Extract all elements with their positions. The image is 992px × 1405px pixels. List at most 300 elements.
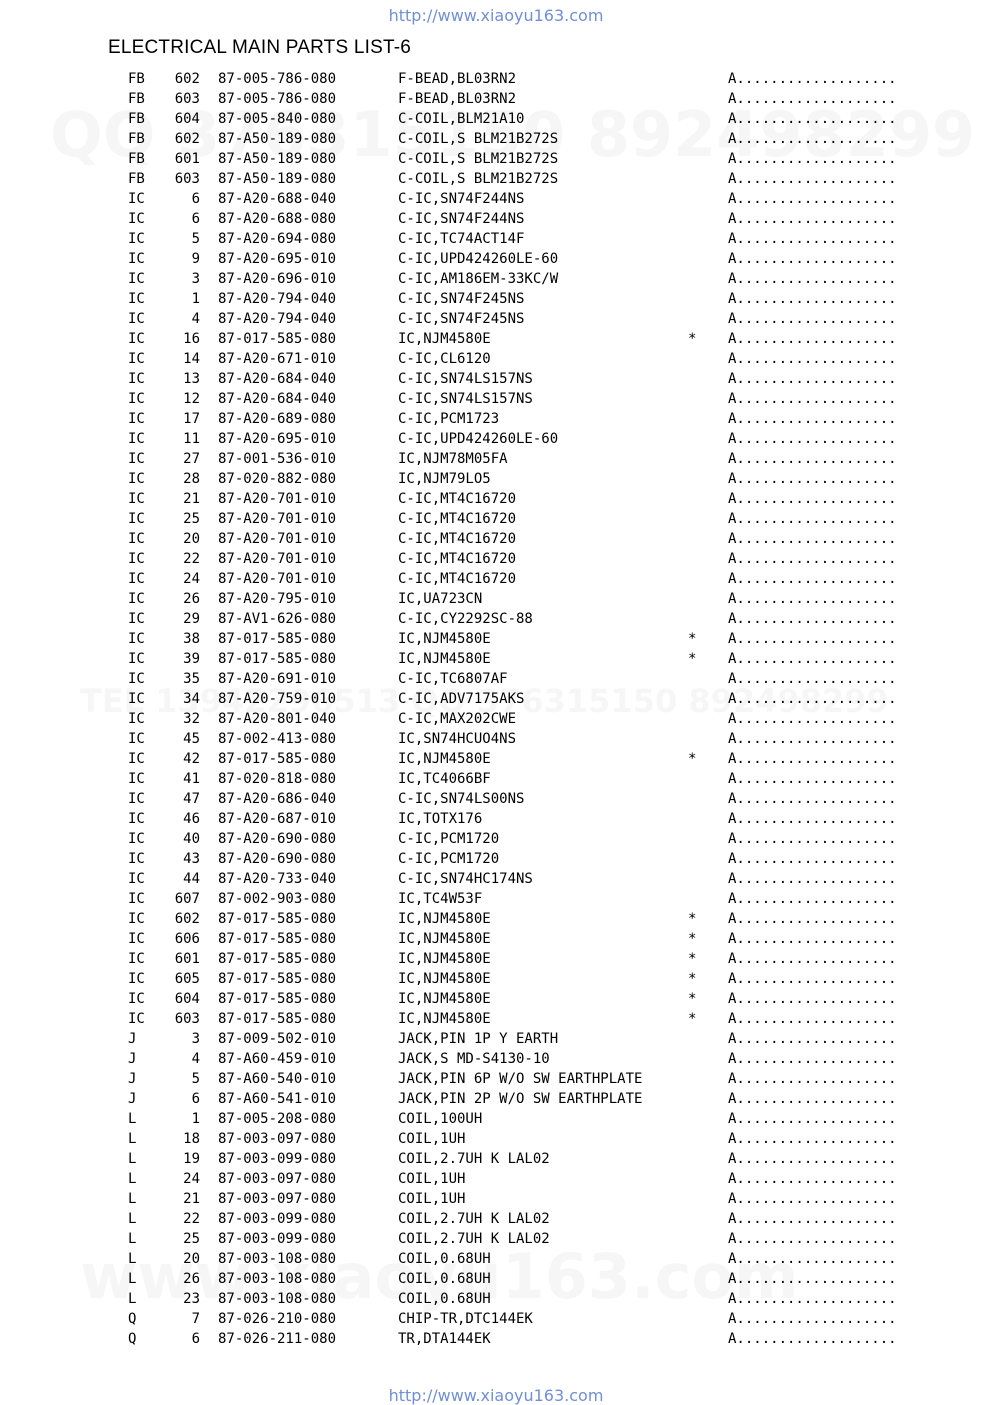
part-mark: * [688,631,697,647]
table-row [0,669,992,689]
part-number: 6 [191,1331,200,1347]
table-row [0,889,992,909]
table-row [0,589,992,609]
part-code: 87-017-585-080 [218,331,337,347]
part-ref: L [128,1131,137,1147]
part-number: 44 [183,871,200,887]
part-mark: * [688,651,697,667]
part-description: COIL,1UH [398,1171,466,1187]
part-ref: IC [128,211,145,227]
part-ref: J [128,1071,137,1087]
part-status: A................... [728,1271,897,1287]
part-description: IC,NJM4580E [398,751,491,767]
part-description: C-IC,PCM1720 [398,851,500,867]
table-row [0,389,992,409]
part-number: 603 [174,171,200,187]
part-code: 87-A20-694-080 [218,231,337,247]
part-description: IC,NJM4580E [398,951,491,967]
part-description: C-IC,MT4C16720 [398,531,517,547]
part-status: A................... [728,411,897,427]
part-description: F-BEAD,BL03RN2 [398,91,517,107]
part-number: 3 [191,1031,200,1047]
footer-url-link[interactable]: http://www.xiaoyu163.com [388,1386,604,1405]
part-status: A................... [728,371,897,387]
part-description: C-IC,SN74HC174NS [398,871,533,887]
part-code: 87-A20-733-040 [218,871,337,887]
part-mark: * [688,331,697,347]
part-description: C-IC,MT4C16720 [398,551,517,567]
part-number: 13 [183,371,200,387]
table-row [0,209,992,229]
part-status: A................... [728,211,897,227]
part-status: A................... [728,571,897,587]
part-status: A................... [728,1291,897,1307]
part-code: 87-A20-671-010 [218,351,337,367]
part-status: A................... [728,931,897,947]
part-ref: IC [128,711,145,727]
table-row [0,1169,992,1189]
part-description: C-IC,PCM1723 [398,411,500,427]
part-ref: IC [128,371,145,387]
table-row [0,1069,992,1089]
part-number: 603 [174,91,200,107]
part-description: COIL,2.7UH K LAL02 [398,1211,550,1227]
part-number: 602 [174,71,200,87]
table-row [0,109,992,129]
part-description: C-IC,SN74LS00NS [398,791,525,807]
part-number: 5 [191,231,200,247]
part-number: 1 [191,291,200,307]
part-description: C-IC,MT4C16720 [398,491,517,507]
part-number: 11 [183,431,200,447]
part-description: COIL,2.7UH K LAL02 [398,1231,550,1247]
part-code: 87-003-099-080 [218,1211,337,1227]
part-status: A................... [728,271,897,287]
table-row [0,1029,992,1049]
part-description: C-IC,AM186EM-33KC/W [398,271,559,287]
part-number: 24 [183,571,200,587]
table-row [0,869,992,889]
part-number: 22 [183,551,200,567]
part-status: A................... [728,291,897,307]
part-code: 87-A20-794-040 [218,311,337,327]
table-row [0,1009,992,1029]
part-number: 22 [183,1211,200,1227]
part-description: C-IC,SN74F244NS [398,191,525,207]
part-number: 5 [191,1071,200,1087]
part-code: 87-A20-701-010 [218,491,337,507]
part-status: A................... [728,1111,897,1127]
part-code: 87-020-818-080 [218,771,337,787]
part-description: COIL,1UH [398,1191,466,1207]
part-status: A................... [728,151,897,167]
part-ref: IC [128,671,145,687]
part-number: 24 [183,1171,200,1187]
part-code: 87-A20-701-010 [218,571,337,587]
part-ref: L [128,1111,137,1127]
part-description: IC,NJM79LO5 [398,471,491,487]
part-ref: J [128,1091,137,1107]
part-code: 87-A20-688-080 [218,211,337,227]
part-description: IC,TC4066BF [398,771,491,787]
part-number: 45 [183,731,200,747]
part-ref: Q [128,1331,137,1347]
table-row [0,729,992,749]
part-ref: IC [128,251,145,267]
part-number: 23 [183,1291,200,1307]
part-code: 87-A50-189-080 [218,131,337,147]
part-status: A................... [728,771,897,787]
part-code: 87-003-097-080 [218,1131,337,1147]
part-code: 87-017-585-080 [218,911,337,927]
part-ref: J [128,1031,137,1047]
part-code: 87-017-585-080 [218,631,337,647]
part-code: 87-017-585-080 [218,751,337,767]
part-code: 87-A20-684-040 [218,371,337,387]
part-ref: IC [128,631,145,647]
part-ref: IC [128,931,145,947]
table-row [0,189,992,209]
part-description: IC,NJM4580E [398,991,491,1007]
part-ref: FB [128,111,145,127]
part-status: A................... [728,531,897,547]
part-status: A................... [728,1031,897,1047]
part-description: IC,TC4W53F [398,891,483,907]
part-ref: FB [128,131,145,147]
part-number: 20 [183,1251,200,1267]
part-code: 87-A50-189-080 [218,151,337,167]
part-ref: IC [128,531,145,547]
part-description: C-IC,CY2292SC-88 [398,611,533,627]
part-status: A................... [728,1011,897,1027]
part-description: IC,NJM4580E [398,911,491,927]
part-status: A................... [728,1071,897,1087]
part-status: A................... [728,811,897,827]
table-row [0,689,992,709]
table-row [0,229,992,249]
table-row [0,929,992,949]
part-status: A................... [728,651,897,667]
part-mark: * [688,751,697,767]
part-number: 28 [183,471,200,487]
part-description: IC,NJM4580E [398,651,491,667]
part-number: 25 [183,1231,200,1247]
part-description: C-IC,SN74LS157NS [398,391,533,407]
table-row [0,509,992,529]
part-code: 87-A20-801-040 [218,711,337,727]
part-ref: L [128,1291,137,1307]
table-row [0,369,992,389]
part-code: 87-017-585-080 [218,651,337,667]
part-number: 14 [183,351,200,367]
part-status: A................... [728,1051,897,1067]
part-number: 35 [183,671,200,687]
part-ref: IC [128,731,145,747]
part-ref: L [128,1171,137,1187]
part-ref: IC [128,311,145,327]
part-ref: FB [128,171,145,187]
part-number: 602 [174,911,200,927]
part-code: 87-A20-795-010 [218,591,337,607]
part-number: 6 [191,1091,200,1107]
table-row [0,1109,992,1129]
part-code: 87-A20-691-010 [218,671,337,687]
part-description: JACK,PIN 1P Y EARTH [398,1031,559,1047]
part-status: A................... [728,191,897,207]
part-number: 9 [191,251,200,267]
part-description: C-IC,PCM1720 [398,831,500,847]
part-status: A................... [728,471,897,487]
part-code: 87-A20-794-040 [218,291,337,307]
table-row [0,349,992,369]
part-description: C-IC,UPD424260LE-60 [398,431,559,447]
part-ref: IC [128,471,145,487]
part-code: 87-A20-686-040 [218,791,337,807]
part-mark: * [688,931,697,947]
part-description: IC,NJM4580E [398,1011,491,1027]
part-code: 87-A20-688-040 [218,191,337,207]
table-row [0,709,992,729]
part-ref: FB [128,91,145,107]
part-ref: FB [128,151,145,167]
part-description: COIL,100UH [398,1111,483,1127]
part-ref: L [128,1271,137,1287]
part-number: 604 [174,991,200,1007]
table-row [0,1269,992,1289]
part-code: 87-017-585-080 [218,951,337,967]
part-description: COIL,2.7UH K LAL02 [398,1151,550,1167]
part-code: 87-A20-696-010 [218,271,337,287]
header-url-link[interactable]: http://www.xiaoyu163.com [388,6,604,25]
part-number: 605 [174,971,200,987]
table-row [0,629,992,649]
part-mark: * [688,911,697,927]
part-description: IC,NJM78M05FA [398,451,508,467]
part-ref: IC [128,891,145,907]
part-description: C-COIL,S BLM21B272S [398,131,559,147]
part-code: 87-A20-759-010 [218,691,337,707]
part-ref: L [128,1211,137,1227]
part-code: 87-A20-701-010 [218,531,337,547]
part-ref: IC [128,651,145,667]
part-status: A................... [728,171,897,187]
part-description: C-IC,CL6120 [398,351,491,367]
part-code: 87-017-585-080 [218,931,337,947]
part-code: 87-017-585-080 [218,1011,337,1027]
table-row [0,829,992,849]
part-status: A................... [728,631,897,647]
table-row [0,1049,992,1069]
part-ref: IC [128,791,145,807]
part-code: 87-A20-695-010 [218,251,337,267]
table-row [0,329,992,349]
part-number: 604 [174,111,200,127]
part-description: C-IC,SN74F245NS [398,291,525,307]
table-row [0,1129,992,1149]
table-row [0,1149,992,1169]
part-number: 4 [191,1051,200,1067]
part-code: 87-002-903-080 [218,891,337,907]
part-ref: L [128,1191,137,1207]
part-code: 87-A20-690-080 [218,831,337,847]
part-code: 87-017-585-080 [218,991,337,1007]
part-description: IC,TOTX176 [398,811,483,827]
part-description: C-IC,SN74F244NS [398,211,525,227]
part-description: C-IC,ADV7175AKS [398,691,525,707]
part-status: A................... [728,1091,897,1107]
part-code: 87-A60-541-010 [218,1091,337,1107]
part-status: A................... [728,131,897,147]
part-status: A................... [728,711,897,727]
part-code: 87-003-097-080 [218,1191,337,1207]
table-row [0,309,992,329]
part-code: 87-A20-689-080 [218,411,337,427]
table-row [0,89,992,109]
table-row [0,1309,992,1329]
part-number: 47 [183,791,200,807]
part-code: 87-002-413-080 [218,731,337,747]
part-mark: * [688,991,697,1007]
part-description: C-COIL,S BLM21B272S [398,151,559,167]
part-status: A................... [728,891,897,907]
part-status: A................... [728,231,897,247]
part-status: A................... [728,351,897,367]
table-row [0,169,992,189]
part-ref: IC [128,571,145,587]
part-ref: IC [128,451,145,467]
table-row [0,409,992,429]
part-code: 87-003-108-080 [218,1291,337,1307]
part-status: A................... [728,851,897,867]
part-status: A................... [728,1171,897,1187]
part-description: COIL,0.68UH [398,1251,491,1267]
part-number: 43 [183,851,200,867]
part-status: A................... [728,251,897,267]
part-status: A................... [728,311,897,327]
part-number: 603 [174,1011,200,1027]
part-status: A................... [728,751,897,767]
part-ref: IC [128,771,145,787]
parts-list [0,69,992,1349]
part-status: A................... [728,591,897,607]
part-number: 29 [183,611,200,627]
table-row [0,1249,992,1269]
part-number: 601 [174,151,200,167]
part-description: COIL,0.68UH [398,1291,491,1307]
part-ref: Q [128,1311,137,1327]
part-number: 606 [174,931,200,947]
part-number: 40 [183,831,200,847]
part-description: C-COIL,S BLM21B272S [398,171,559,187]
part-ref: IC [128,391,145,407]
part-ref: IC [128,351,145,367]
part-number: 607 [174,891,200,907]
part-mark: * [688,951,697,967]
table-row [0,769,992,789]
part-description: JACK,PIN 6P W/O SW EARTHPLATE [398,1071,643,1087]
page-title: ELECTRICAL MAIN PARTS LIST-6 [108,37,411,58]
part-code: 87-005-786-080 [218,91,337,107]
table-row [0,269,992,289]
part-description: JACK,PIN 2P W/O SW EARTHPLATE [398,1091,643,1107]
part-description: C-COIL,BLM21A10 [398,111,525,127]
part-ref: IC [128,751,145,767]
part-description: COIL,0.68UH [398,1271,491,1287]
part-code: 87-003-099-080 [218,1151,337,1167]
part-number: 6 [191,211,200,227]
table-row [0,129,992,149]
part-ref: IC [128,691,145,707]
part-ref: L [128,1151,137,1167]
part-status: A................... [728,1251,897,1267]
part-ref: IC [128,831,145,847]
table-row [0,1209,992,1229]
part-number: 46 [183,811,200,827]
table-row [0,549,992,569]
part-number: 19 [183,1151,200,1167]
part-status: A................... [728,991,897,1007]
part-number: 41 [183,771,200,787]
part-number: 25 [183,511,200,527]
part-status: A................... [728,551,897,567]
part-description: C-IC,MT4C16720 [398,511,517,527]
part-code: 87-026-211-080 [218,1331,337,1347]
part-ref: IC [128,491,145,507]
table-row [0,1229,992,1249]
part-number: 16 [183,331,200,347]
part-description: C-IC,MAX202CWE [398,711,517,727]
part-status: A................... [728,611,897,627]
part-description: F-BEAD,BL03RN2 [398,71,517,87]
part-number: 601 [174,951,200,967]
part-status: A................... [728,691,897,707]
part-description: TR,DTA144EK [398,1331,491,1347]
part-code: 87-003-108-080 [218,1251,337,1267]
part-code: 87-009-502-010 [218,1031,337,1047]
part-number: 7 [191,1311,200,1327]
part-description: CHIP-TR,DTC144EK [398,1311,533,1327]
part-ref: IC [128,811,145,827]
part-description: C-IC,MT4C16720 [398,571,517,587]
part-description: C-IC,TC6807AF [398,671,508,687]
part-number: 18 [183,1131,200,1147]
part-ref: IC [128,611,145,627]
part-status: A................... [728,1151,897,1167]
part-mark: * [688,1011,697,1027]
table-row [0,289,992,309]
part-code: 87-001-536-010 [218,451,337,467]
part-number: 38 [183,631,200,647]
part-code: 87-A20-687-010 [218,811,337,827]
part-ref: IC [128,851,145,867]
part-ref: IC [128,551,145,567]
part-status: A................... [728,431,897,447]
part-ref: IC [128,871,145,887]
part-status: A................... [728,1311,897,1327]
table-row [0,69,992,89]
part-number: 42 [183,751,200,767]
part-description: IC,NJM4580E [398,331,491,347]
part-description: COIL,1UH [398,1131,466,1147]
table-row [0,489,992,509]
part-code: 87-020-882-080 [218,471,337,487]
part-code: 87-AV1-626-080 [218,611,337,627]
part-code: 87-026-210-080 [218,1311,337,1327]
part-number: 4 [191,311,200,327]
part-status: A................... [728,111,897,127]
part-mark: * [688,971,697,987]
part-code: 87-A60-459-010 [218,1051,337,1067]
